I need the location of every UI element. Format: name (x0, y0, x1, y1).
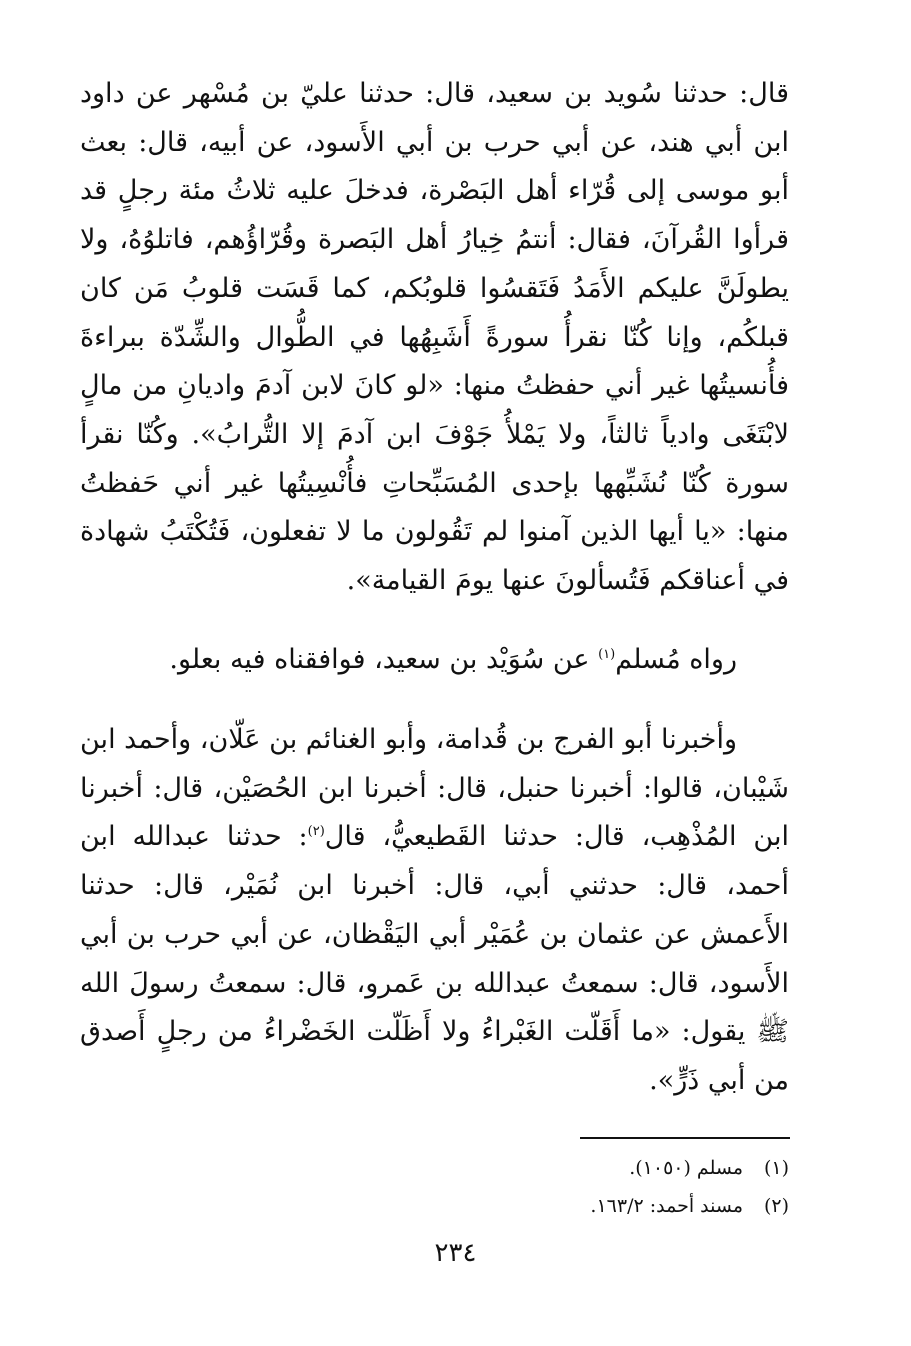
narration-note-end: عن سُوَيْد بن سعيد، فوافقناه فيه بعلو. (169, 644, 599, 675)
hadith-2-end: : حدثنا عبدالله ابن أحمد، قال: حدثني أبي، قال: أخبرنا ابن نُمَيْر، قال: حدثنا الأَعمش عن عثمان بن عُمَيْر أبي اليَقْظان، عن أبي حرب بن أبي الأَسود، قال: سمعتُ عبدالله بن عَمرو، قال: سمعتُ رسولَ الله ﷺ يقول: «ما أَقَلّت الغَبْراءُ ولا أَظَلّت الخَضْراءُ من رجلٍ أَصدق من أبي ذَرٍّ». (80, 821, 789, 1096)
footnote-2 (400, 1193, 789, 1219)
footnote-1 (400, 1155, 789, 1181)
footnote-2-text: مسند أحمد: ١٦٣/٢. (590, 1195, 743, 1217)
hadith-paragraph-2 (80, 716, 789, 1106)
narration-note-start: رواه مُسلم (615, 644, 737, 675)
footnote-1-number: (١) (763, 1157, 789, 1179)
footnote-ref-2: (٢) (307, 824, 325, 840)
footnote-divider (580, 1137, 790, 1139)
footnote-1-text: مسلم (١٠٥٠). (629, 1157, 743, 1179)
page-number: ٢٣٤ (434, 1238, 477, 1268)
hadith-2-start: وأخبرنا أبو الفرج بن قُدامة، وأبو الغنائم بن عَلّان، وأحمد ابن شَيْبان، قالوا: أخبرنا حنبل، قال: أخبرنا ابن الحُصَيْن، قال: أخبرنا ابن المُذْهِب، قال: حدثنا القَطيعيُّ، قال (80, 724, 789, 853)
footnote-2-number: (٢) (763, 1195, 789, 1217)
footnote-ref-1: (١) (598, 647, 616, 662)
hadith-paragraph-1: قال: حدثنا سُويد بن سعيد، قال: حدثنا عليّ بن مُسْهر عن داود ابن أبي هند، عن أبي حرب بن أبي الأَسود، عن أبيه، قال: بعث أبو موسى إلى قُرّاء أهل البَصْرة، فدخلَ عليه ثلاثُ مئة رجلٍ قد قرأوا القُرآنَ، فقال: أنتمُ خِيارُ أهل البَصرة وقُرّاؤُهم، فاتلوُهُ، ولا يطولَنَّ عليكم الأَمَدُ فَتَقسُوا قلوبُكم، كما قَسَت قلوبُ مَن كان قبلكُم، وإنا كُنّا نقرأُ سورةً أَشَبِهُها في الطُّوال والشِّدّة ببراءةَ فأُنسيتُها غير أني حفظتُ منها: «لو كانَ لابن آدمَ واديانِ من مالٍ لابْتَغَى وادياً ثالثاً، ولا يَمْلأُ جَوْفَ ابن آدمَ إلا التُّرابُ». وكُنّا نقرأ سورة كُنّا نُشَبِّهها بإحدى المُسَبِّحاتِ فأُنْسِيتُها غير أني حَفظتُ منها: «يا أيها الذين آمنوا لم تَقُولون ما لا تفعلون، فَتُكْتَبُ شهادة في أعناقكم فَتُسألونَ عنها يومَ القيامة». (80, 78, 789, 597)
narration-note-paragraph (80, 636, 789, 685)
